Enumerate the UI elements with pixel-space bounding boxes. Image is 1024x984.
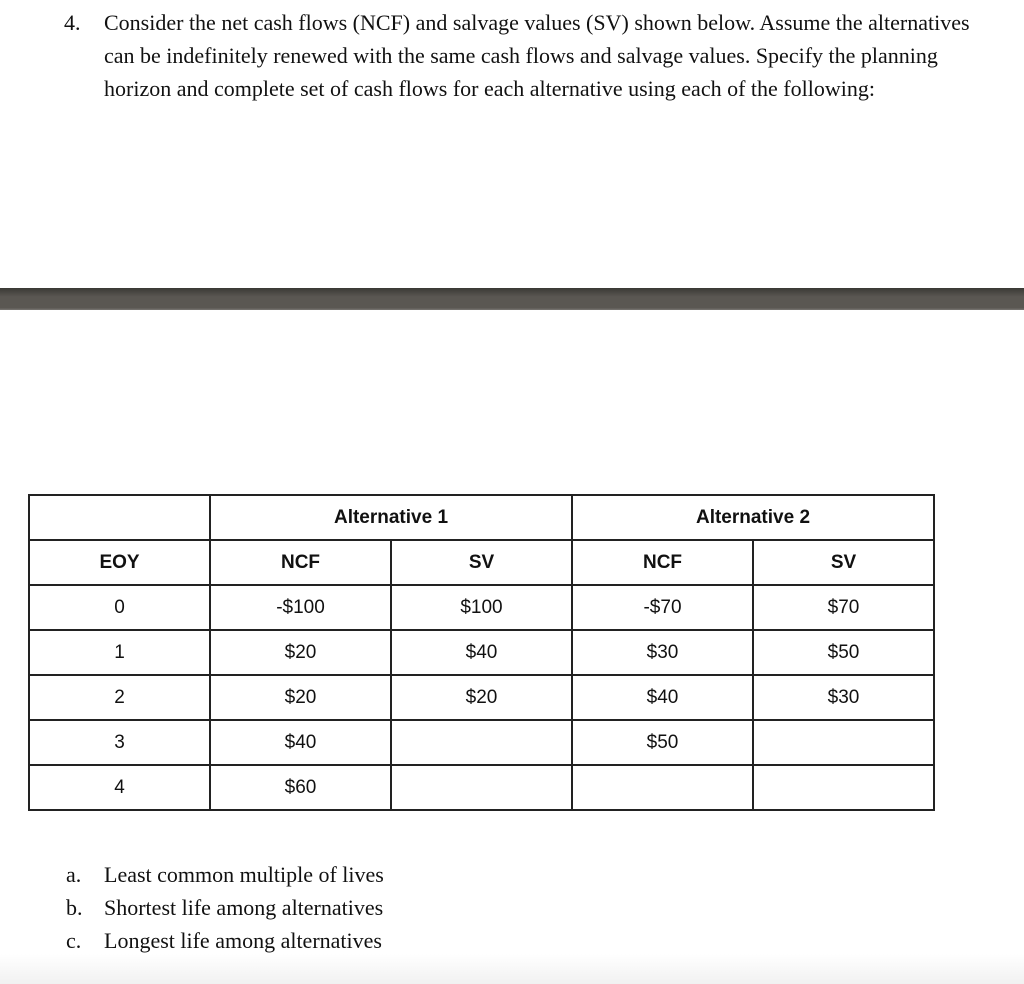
group-header-row <box>29 495 934 540</box>
table-cell: $20 <box>210 630 391 675</box>
table-row <box>29 675 934 720</box>
table-cell: $60 <box>210 765 391 810</box>
table-cell: $30 <box>572 630 753 675</box>
list-marker: c. <box>66 928 82 953</box>
page-divider-bar <box>0 288 1024 310</box>
table-row <box>29 585 934 630</box>
table-cell: $50 <box>572 720 753 765</box>
table-cell: $50 <box>753 630 934 675</box>
table-cell: $100 <box>391 585 572 630</box>
question-number: 4. <box>64 10 81 35</box>
table-cell: 0 <box>29 585 210 630</box>
table-cell <box>391 765 572 810</box>
table-cell: -$70 <box>572 585 753 630</box>
table-cell: $40 <box>210 720 391 765</box>
table-cell: 2 <box>29 675 210 720</box>
table-cell <box>753 720 934 765</box>
column-header: EOY <box>29 540 210 585</box>
column-header: NCF <box>572 540 753 585</box>
table-cell <box>572 765 753 810</box>
table-cell <box>391 720 572 765</box>
table-cell: -$100 <box>210 585 391 630</box>
table-cell <box>753 765 934 810</box>
column-header: SV <box>753 540 934 585</box>
table-cell: 4 <box>29 765 210 810</box>
list-text: Least common multiple of lives <box>104 862 384 887</box>
list-text: Longest life among alternatives <box>104 928 382 953</box>
group-header-empty <box>29 495 210 540</box>
table-cell: 1 <box>29 630 210 675</box>
table-cell: $30 <box>753 675 934 720</box>
column-header: SV <box>391 540 572 585</box>
question-text: Consider the net cash flows (NCF) and salvage values (SV) shown below. Assume the alternatives can be indefinitely renewed with the same cash flows and salvage values. Specify the planning horizon and complete set of cash flows for each alternative using each of the following: <box>104 10 970 101</box>
table-cell: $70 <box>753 585 934 630</box>
list-text: Shortest life among alternatives <box>104 895 384 920</box>
table-cell: $40 <box>572 675 753 720</box>
table-row <box>29 765 934 810</box>
table-row <box>29 720 934 765</box>
table-cell: 3 <box>29 720 210 765</box>
table-cell: $20 <box>391 675 572 720</box>
table-cell: $20 <box>210 675 391 720</box>
table-cell: $40 <box>391 630 572 675</box>
bottom-fade <box>0 954 1024 984</box>
group-header-alt1: Alternative 1 <box>210 495 572 540</box>
cash-flow-table <box>28 494 935 811</box>
column-header: NCF <box>210 540 391 585</box>
list-marker: b. <box>66 895 83 920</box>
table-row <box>29 630 934 675</box>
list-marker: a. <box>66 862 82 887</box>
group-header-alt2: Alternative 2 <box>572 495 934 540</box>
column-header-row <box>29 540 934 585</box>
